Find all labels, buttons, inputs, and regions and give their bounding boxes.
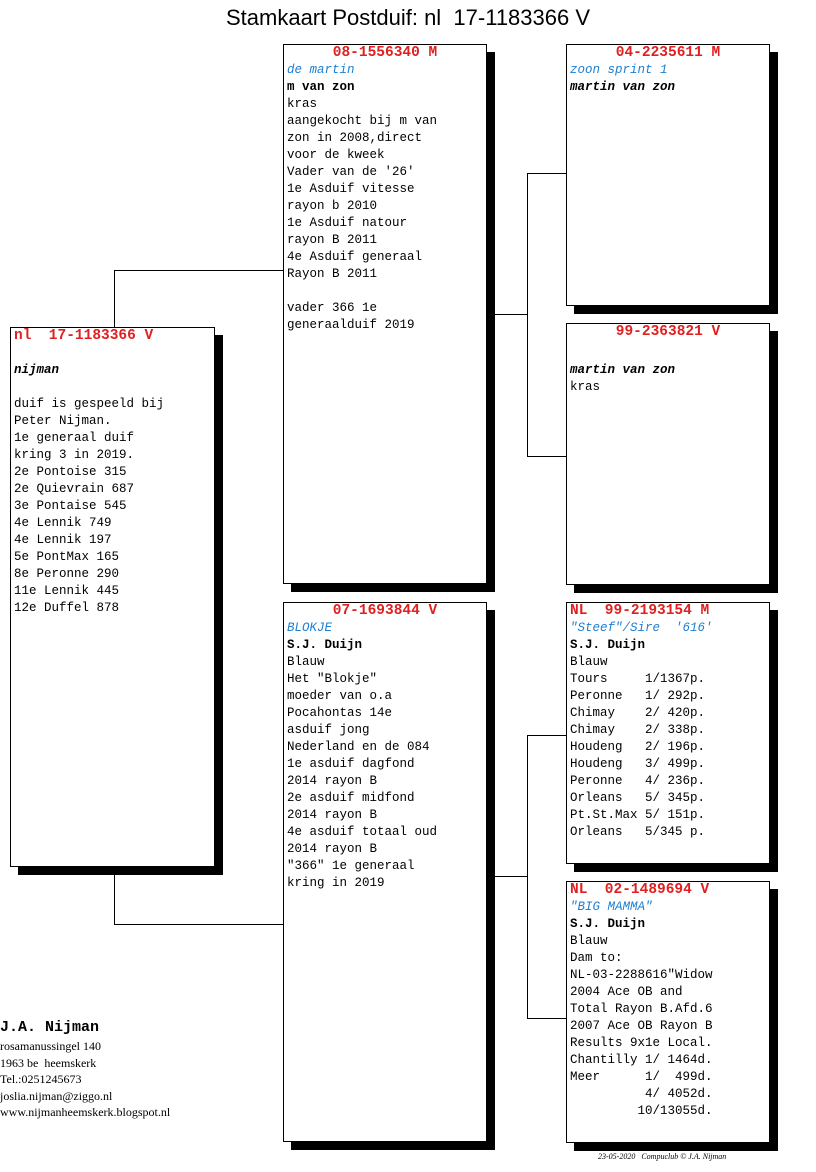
note-line: Nederland en de 084 <box>287 740 430 754</box>
maternal-grandfather-card <box>566 602 770 864</box>
note-line: 4e asduif totaal oud <box>287 825 438 839</box>
note-line: Dam to: <box>570 951 623 965</box>
father-owner: m van zon <box>287 80 355 94</box>
subject-ring-number: nl 17-1183366 V <box>14 328 154 344</box>
subject-notes <box>14 379 211 617</box>
note-line: Chimay 2/ 420p. <box>570 706 706 720</box>
note-line: Blauw <box>570 655 608 669</box>
note-line: Rayon B 2011 <box>287 267 378 281</box>
note-line: 1e generaal duif <box>14 431 135 445</box>
page-title: Stamkaart Postduif: nl 17-1183366 V <box>225 5 591 30</box>
father-name: de martin <box>287 63 355 77</box>
maternal-grandfather-owner: S.J. Duijn <box>570 638 646 652</box>
paternal-grandmother-ring-number: 99-2363821 V <box>615 324 721 340</box>
breeder-address-line: rosamanussingel 140 <box>0 1039 101 1053</box>
subject-owner: nijman <box>14 363 60 377</box>
maternal-grandmother-card <box>566 881 770 1143</box>
note-line: Orleans 5/ 345p. <box>570 791 706 805</box>
paternal-grandmother-owner: martin van zon <box>570 363 676 377</box>
note-line: Pt.St.Max 5/ 151p. <box>570 808 706 822</box>
breeder-website-link[interactable]: www.nijmanheemskerk.blogspot.nl <box>0 1105 171 1119</box>
note-line: kras <box>570 380 601 394</box>
paternal-grandfather-owner: martin van zon <box>570 80 676 94</box>
breeder-name: J.A. Nijman <box>0 1019 100 1036</box>
paternal-grandfather-ring-number: 04-2235611 M <box>615 45 721 61</box>
breeder-email-link[interactable]: joslia.nijman@ziggo.nl <box>0 1088 113 1103</box>
father-card <box>283 44 487 584</box>
note-line: 4e Asduif generaal <box>287 250 423 264</box>
connector-line <box>114 270 284 271</box>
note-line: 1e Asduif natour <box>287 216 408 230</box>
father-notes <box>287 96 483 334</box>
mother-owner: S.J. Duijn <box>287 638 363 652</box>
paternal-grandfather-card <box>566 44 770 306</box>
connector-line <box>527 1018 567 1019</box>
note-line: Het "Blokje" <box>287 672 378 686</box>
note-line: NL-03-2288616"Widow <box>570 968 713 982</box>
paternal-grandmother-name <box>570 341 766 358</box>
note-line: Meer 1/ 499d. <box>570 1070 713 1084</box>
note-line: 8e Peronne 290 <box>14 567 120 581</box>
note-line: 3e Pontaise 545 <box>14 499 127 513</box>
note-line: Blauw <box>570 934 608 948</box>
note-line: rayon b 2010 <box>287 199 378 213</box>
note-line: Peter Nijman. <box>14 414 112 428</box>
note-line: 2e Quievrain 687 <box>14 482 135 496</box>
mother-name: BLOKJE <box>287 621 333 635</box>
note-line: 4/ 4052d. <box>570 1087 713 1101</box>
connector-line <box>114 270 115 328</box>
connector-line <box>494 314 528 315</box>
mother-notes <box>287 654 483 892</box>
breeder-info <box>0 1018 170 1121</box>
note-line: 11e Lennik 445 <box>14 584 120 598</box>
note-line: Tours 1/1367p. <box>570 672 706 686</box>
connector-line <box>114 924 284 925</box>
note-line: Houdeng 2/ 196p. <box>570 740 706 754</box>
connector-line <box>114 866 115 924</box>
maternal-grandmother-owner: S.J. Duijn <box>570 917 646 931</box>
note-line: zon in 2008,direct <box>287 131 423 145</box>
note-line: "366" 1e generaal <box>287 859 415 873</box>
note-line: Chimay 2/ 338p. <box>570 723 706 737</box>
note-line: 5e PontMax 165 <box>14 550 120 564</box>
paternal-grandfather-name: zoon sprint 1 <box>570 63 668 77</box>
maternal-grandfather-ring-number: NL 99-2193154 M <box>570 603 710 619</box>
note-line: kring 3 in 2019. <box>14 448 135 462</box>
note-line: kras <box>287 97 318 111</box>
note-line: 2007 Ace OB Rayon B <box>570 1019 713 1033</box>
note-line: rayon B 2011 <box>287 233 378 247</box>
note-line: 1e Asduif vitesse <box>287 182 415 196</box>
note-line <box>287 283 483 300</box>
note-line: 2004 Ace OB and <box>570 985 683 999</box>
footer-credit: 23-05-2020 Compuclub © J.A. Nijman <box>598 1152 727 1161</box>
connector-line <box>527 173 567 174</box>
subject-card <box>10 327 215 867</box>
note-line: 2e Pontoise 315 <box>14 465 127 479</box>
note-line: Houdeng 3/ 499p. <box>570 757 706 771</box>
note-line: 2014 rayon B <box>287 842 378 856</box>
note-line: duif is gespeeld bij <box>14 397 165 411</box>
mother-card <box>283 602 487 1142</box>
breeder-address-line: 1963 be heemskerk <box>0 1055 97 1070</box>
connector-line <box>527 173 528 457</box>
note-line: 2e asduif midfond <box>287 791 415 805</box>
note-line: moeder van o.a <box>287 689 393 703</box>
connector-line <box>494 876 528 877</box>
note-line: 2014 rayon B <box>287 808 378 822</box>
maternal-grandmother-ring-number: NL 02-1489694 V <box>570 882 710 898</box>
note-line: 4e Lennik 197 <box>14 533 112 547</box>
note-line: 1e asduif dagfond <box>287 757 415 771</box>
mother-ring-number: 07-1693844 V <box>332 603 438 619</box>
note-line: 4e Lennik 749 <box>14 516 112 530</box>
note-line: vader 366 1e <box>287 301 378 315</box>
note-line: Vader van de '26' <box>287 165 415 179</box>
connector-line <box>527 456 567 457</box>
breeder-phone: Tel.:0251245673 <box>0 1072 82 1086</box>
note-line: Chantilly 1/ 1464d. <box>570 1053 713 1067</box>
note-line: Peronne 4/ 236p. <box>570 774 706 788</box>
connector-line <box>527 735 567 736</box>
note-line: 12e Duffel 878 <box>14 601 120 615</box>
note-line: Orleans 5/345 p. <box>570 825 706 839</box>
connector-line <box>527 735 528 1019</box>
note-line: 10/13055d. <box>570 1104 713 1118</box>
note-line: asduif jong <box>287 723 370 737</box>
note-line: voor de kweek <box>287 148 385 162</box>
paternal-grandmother-card <box>566 323 770 585</box>
note-line: 2014 rayon B <box>287 774 378 788</box>
note-line: kring in 2019 <box>287 876 385 890</box>
father-ring-number: 08-1556340 M <box>332 45 438 61</box>
note-line: Results 9x1e Local. <box>570 1036 713 1050</box>
note-line: Blauw <box>287 655 325 669</box>
paternal-grandmother-notes <box>570 379 766 396</box>
note-line: Total Rayon B.Afd.6 <box>570 1002 713 1016</box>
note-line: generaalduif 2019 <box>287 318 415 332</box>
note-line <box>14 379 211 396</box>
maternal-grandmother-name: "BIG MAMMA" <box>570 900 653 914</box>
maternal-grandmother-notes <box>570 933 766 1120</box>
maternal-grandfather-name: "Steef"/Sire '616' <box>570 621 713 635</box>
note-line: aangekocht bij m van <box>287 114 438 128</box>
note-line: Pocahontas 14e <box>287 706 393 720</box>
note-line: Peronne 1/ 292p. <box>570 689 706 703</box>
maternal-grandfather-notes <box>570 654 766 841</box>
